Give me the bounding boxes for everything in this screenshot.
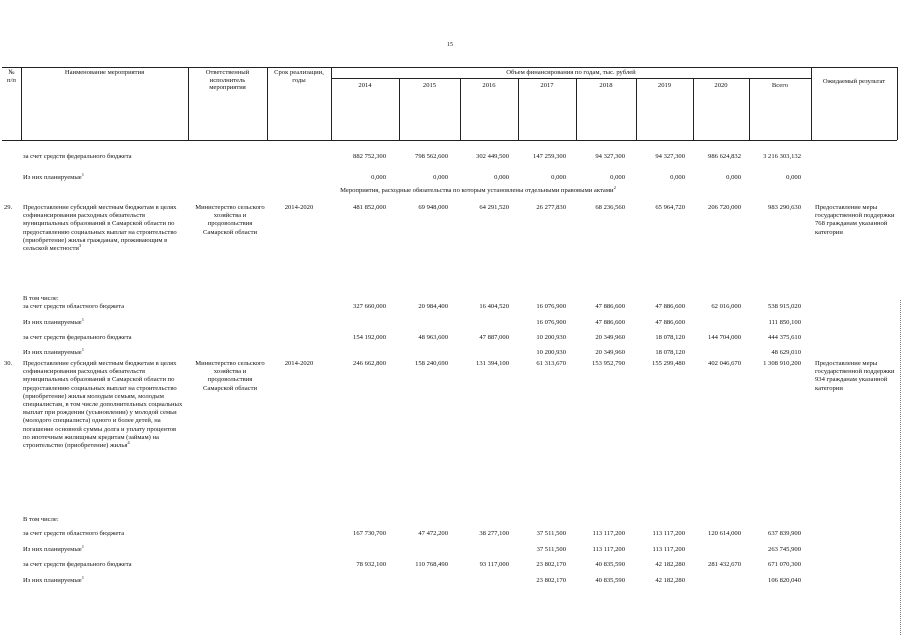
value-cell: 48 629,010 — [771, 349, 801, 356]
row-label: Из них планируемые$^1$ — [23, 543, 84, 553]
item-result: Предоставление меры государственной поддержки 768 гражданам указанной категории — [815, 204, 895, 236]
header-year: 2016 — [482, 82, 496, 89]
value-cell: 93 117,000 — [479, 561, 509, 568]
footnote-mark: 1 — [81, 574, 84, 580]
value-cell: 154 192,000 — [353, 334, 386, 341]
value-cell: 671 070,300 — [768, 561, 801, 568]
row-label: за счет средств федерального бюджета — [23, 334, 132, 341]
value-cell: 61 313,670 — [536, 360, 566, 367]
value-cell: 147 259,300 — [533, 153, 566, 160]
footnote-mark: 1 — [81, 543, 84, 549]
value-cell: 78 932,100 — [356, 561, 386, 568]
value-cell: 68 236,560 — [595, 204, 625, 211]
footnote-mark: 4 — [127, 439, 130, 445]
value-cell: 94 327,300 — [595, 153, 625, 160]
value-cell: 983 290,630 — [768, 204, 801, 211]
value-cell: 0,000 — [786, 174, 801, 181]
value-cell: 0,000 — [551, 174, 566, 181]
value-cell: 42 182,280 — [655, 561, 685, 568]
item-number: 29. — [4, 204, 13, 211]
value-cell: 206 720,000 — [708, 204, 741, 211]
item-executor: Министерство сельского хозяйства и продовольствия Самарской области — [195, 360, 265, 392]
item-term: 2014-2020 — [284, 204, 314, 211]
value-cell: 637 839,900 — [768, 530, 801, 537]
value-cell: 47 886,600 — [595, 319, 625, 326]
header-year: 2019 — [657, 82, 672, 89]
value-cell: 94 327,300 — [655, 153, 685, 160]
value-cell: 37 511,500 — [536, 530, 566, 537]
value-cell: 327 660,000 — [353, 303, 386, 310]
value-cell: 20 349,960 — [595, 349, 625, 356]
value-cell: 18 078,120 — [655, 349, 685, 356]
value-cell: 798 562,600 — [415, 153, 448, 160]
row-label: Из них планируемые$^1$ — [23, 171, 84, 181]
value-cell: 16 076,900 — [536, 319, 566, 326]
section-title: Мероприятия, расходные обязательства по которым установлены отдельными правовыми актами$^2$ — [340, 184, 616, 194]
value-cell: 444 375,610 — [768, 334, 801, 341]
item-executor: Министерство сельского хозяйства и продовольствия Самарской области — [195, 204, 265, 236]
value-cell: 62 016,000 — [711, 303, 741, 310]
value-cell: 1 308 910,200 — [763, 360, 801, 367]
value-cell: 18 078,120 — [655, 334, 685, 341]
value-cell: 48 963,600 — [418, 334, 448, 341]
header-name: Наименование мероприятия — [64, 69, 145, 76]
value-cell: 110 768,490 — [415, 561, 448, 568]
value-cell: 0,000 — [726, 174, 741, 181]
value-cell: 113 117,200 — [592, 546, 625, 553]
header-bottom-border — [2, 140, 897, 141]
row-label: Из них планируемые$^1$ — [23, 316, 84, 326]
including-label: В том числе: — [23, 295, 59, 302]
value-cell: 26 277,830 — [536, 204, 566, 211]
value-cell: 47 472,200 — [418, 530, 448, 537]
header-year: 2018 — [599, 82, 613, 89]
value-cell: 47 886,600 — [655, 319, 685, 326]
value-cell: 153 952,790 — [592, 360, 625, 367]
value-cell: 3 216 303,132 — [763, 153, 801, 160]
row-label: за счет средств федерального бюджета — [23, 561, 132, 568]
value-cell: 246 662,800 — [353, 360, 386, 367]
value-cell: 481 852,000 — [353, 204, 386, 211]
value-cell: 10 200,930 — [536, 349, 566, 356]
value-cell: 131 394,100 — [476, 360, 509, 367]
value-cell: 106 820,040 — [768, 577, 801, 584]
value-cell: 47 886,600 — [655, 303, 685, 310]
item-result: Предоставление меры государственной поддержки 934 гражданам указанной категории — [815, 360, 895, 392]
table-top-border — [2, 67, 897, 68]
value-cell: 40 835,590 — [595, 561, 625, 568]
row-label: за счет средств областного бюджета — [23, 303, 125, 310]
value-cell: 538 915,020 — [768, 303, 801, 310]
item-name: Предоставление субсидий местным бюджетам в целях софинансирования расходных обязательств муниципальных образований в Самарской области по предоставлению социальных выплат на строительство (приобретение) жилья молодым семьям, молодым специалистам, в том числе дополнительных социальных выплат при рождении (усыновлении) у молодой семьи (молодого специалиста) одного и более детей, на погашение основной суммы долга и уплату процентов по ипотечным жилищным кредитам (займам) на строительство (приобретение) жилья$^4$ — [23, 360, 183, 450]
item-name: Предоставление субсидий местным бюджетам в целях софинансирования расходных обязательств муниципальных образований в Самарской области по предоставлению социальных выплат на строительство (приобретение) жилья гражданам, проживающим в сельской местности$^3$ — [23, 204, 177, 253]
header-funding: Объем финансирования по годам, тыс. рублей — [506, 69, 636, 76]
header-result: Ожидаемый результат — [822, 78, 886, 85]
header-year: 2017 — [540, 82, 554, 89]
item-term: 2014-2020 — [284, 360, 314, 367]
value-cell: 47 887,000 — [479, 334, 509, 341]
value-cell: 20 349,960 — [595, 334, 625, 341]
value-cell: 16 404,520 — [479, 303, 509, 310]
value-cell: 113 117,200 — [652, 546, 685, 553]
year-header-border — [331, 78, 811, 79]
footnote-mark: 3 — [78, 242, 82, 248]
col-line — [21, 67, 22, 140]
row-label: за счет средств областного бюджета — [23, 530, 125, 537]
value-cell: 0,000 — [494, 174, 509, 181]
value-cell: 281 432,670 — [708, 561, 741, 568]
row-label: Из них планируемые$^1$ — [23, 574, 84, 584]
footnote-mark: 1 — [81, 316, 84, 322]
value-cell: 986 624,832 — [708, 153, 741, 160]
value-cell: 111 850,100 — [768, 319, 801, 326]
value-cell: 38 277,100 — [479, 530, 509, 537]
value-cell: 113 117,200 — [592, 530, 625, 537]
value-cell: 64 291,520 — [479, 204, 509, 211]
header-year: 2014 — [358, 82, 372, 89]
value-cell: 65 964,720 — [655, 204, 685, 211]
value-cell: 402 046,670 — [708, 360, 741, 367]
value-cell: 0,000 — [610, 174, 625, 181]
row-label: за счет средств федерального бюджета — [23, 153, 132, 160]
header-year: Всего — [771, 82, 789, 89]
footnote-mark: 2 — [613, 184, 616, 190]
row-label: Из них планируемые$^1$ — [23, 346, 84, 356]
value-cell: 69 948,000 — [418, 204, 448, 211]
value-cell: 882 752,300 — [353, 153, 386, 160]
header-year: 2015 — [422, 82, 437, 89]
value-cell: 40 835,590 — [595, 577, 625, 584]
value-cell: 47 886,600 — [595, 303, 625, 310]
value-cell: 42 182,280 — [655, 577, 685, 584]
value-cell: 10 200,930 — [536, 334, 566, 341]
footnote-mark: 1 — [81, 171, 84, 177]
value-cell: 113 117,200 — [652, 530, 685, 537]
value-cell: 158 240,690 — [415, 360, 448, 367]
value-cell: 23 802,170 — [536, 561, 566, 568]
header-num: № п/п — [7, 69, 16, 84]
header-executor: Ответственный исполнитель мероприятия — [205, 69, 250, 92]
value-cell: 0,000 — [670, 174, 685, 181]
value-cell: 167 730,700 — [353, 530, 386, 537]
page-number: 15 — [447, 42, 453, 48]
value-cell: 23 802,170 — [536, 577, 566, 584]
footnote-mark: 1 — [81, 346, 84, 352]
scan-edge-line — [900, 300, 901, 635]
header-term: Срок реализации, годы — [274, 69, 324, 84]
value-cell: 263 745,900 — [768, 546, 801, 553]
value-cell: 144 704,000 — [708, 334, 741, 341]
including-label: В том числе: — [23, 516, 59, 523]
value-cell: 302 449,500 — [476, 153, 509, 160]
value-cell: 155 299,480 — [652, 360, 685, 367]
col-line — [331, 67, 332, 140]
value-cell: 0,000 — [371, 174, 386, 181]
value-cell: 37 511,500 — [536, 546, 566, 553]
value-cell: 0,000 — [433, 174, 448, 181]
value-cell: 20 984,400 — [418, 303, 448, 310]
col-line — [897, 67, 898, 140]
value-cell: 120 614,000 — [708, 530, 741, 537]
item-number: 30. — [4, 360, 13, 367]
header-year: 2020 — [714, 82, 728, 89]
value-cell: 16 076,900 — [536, 303, 566, 310]
